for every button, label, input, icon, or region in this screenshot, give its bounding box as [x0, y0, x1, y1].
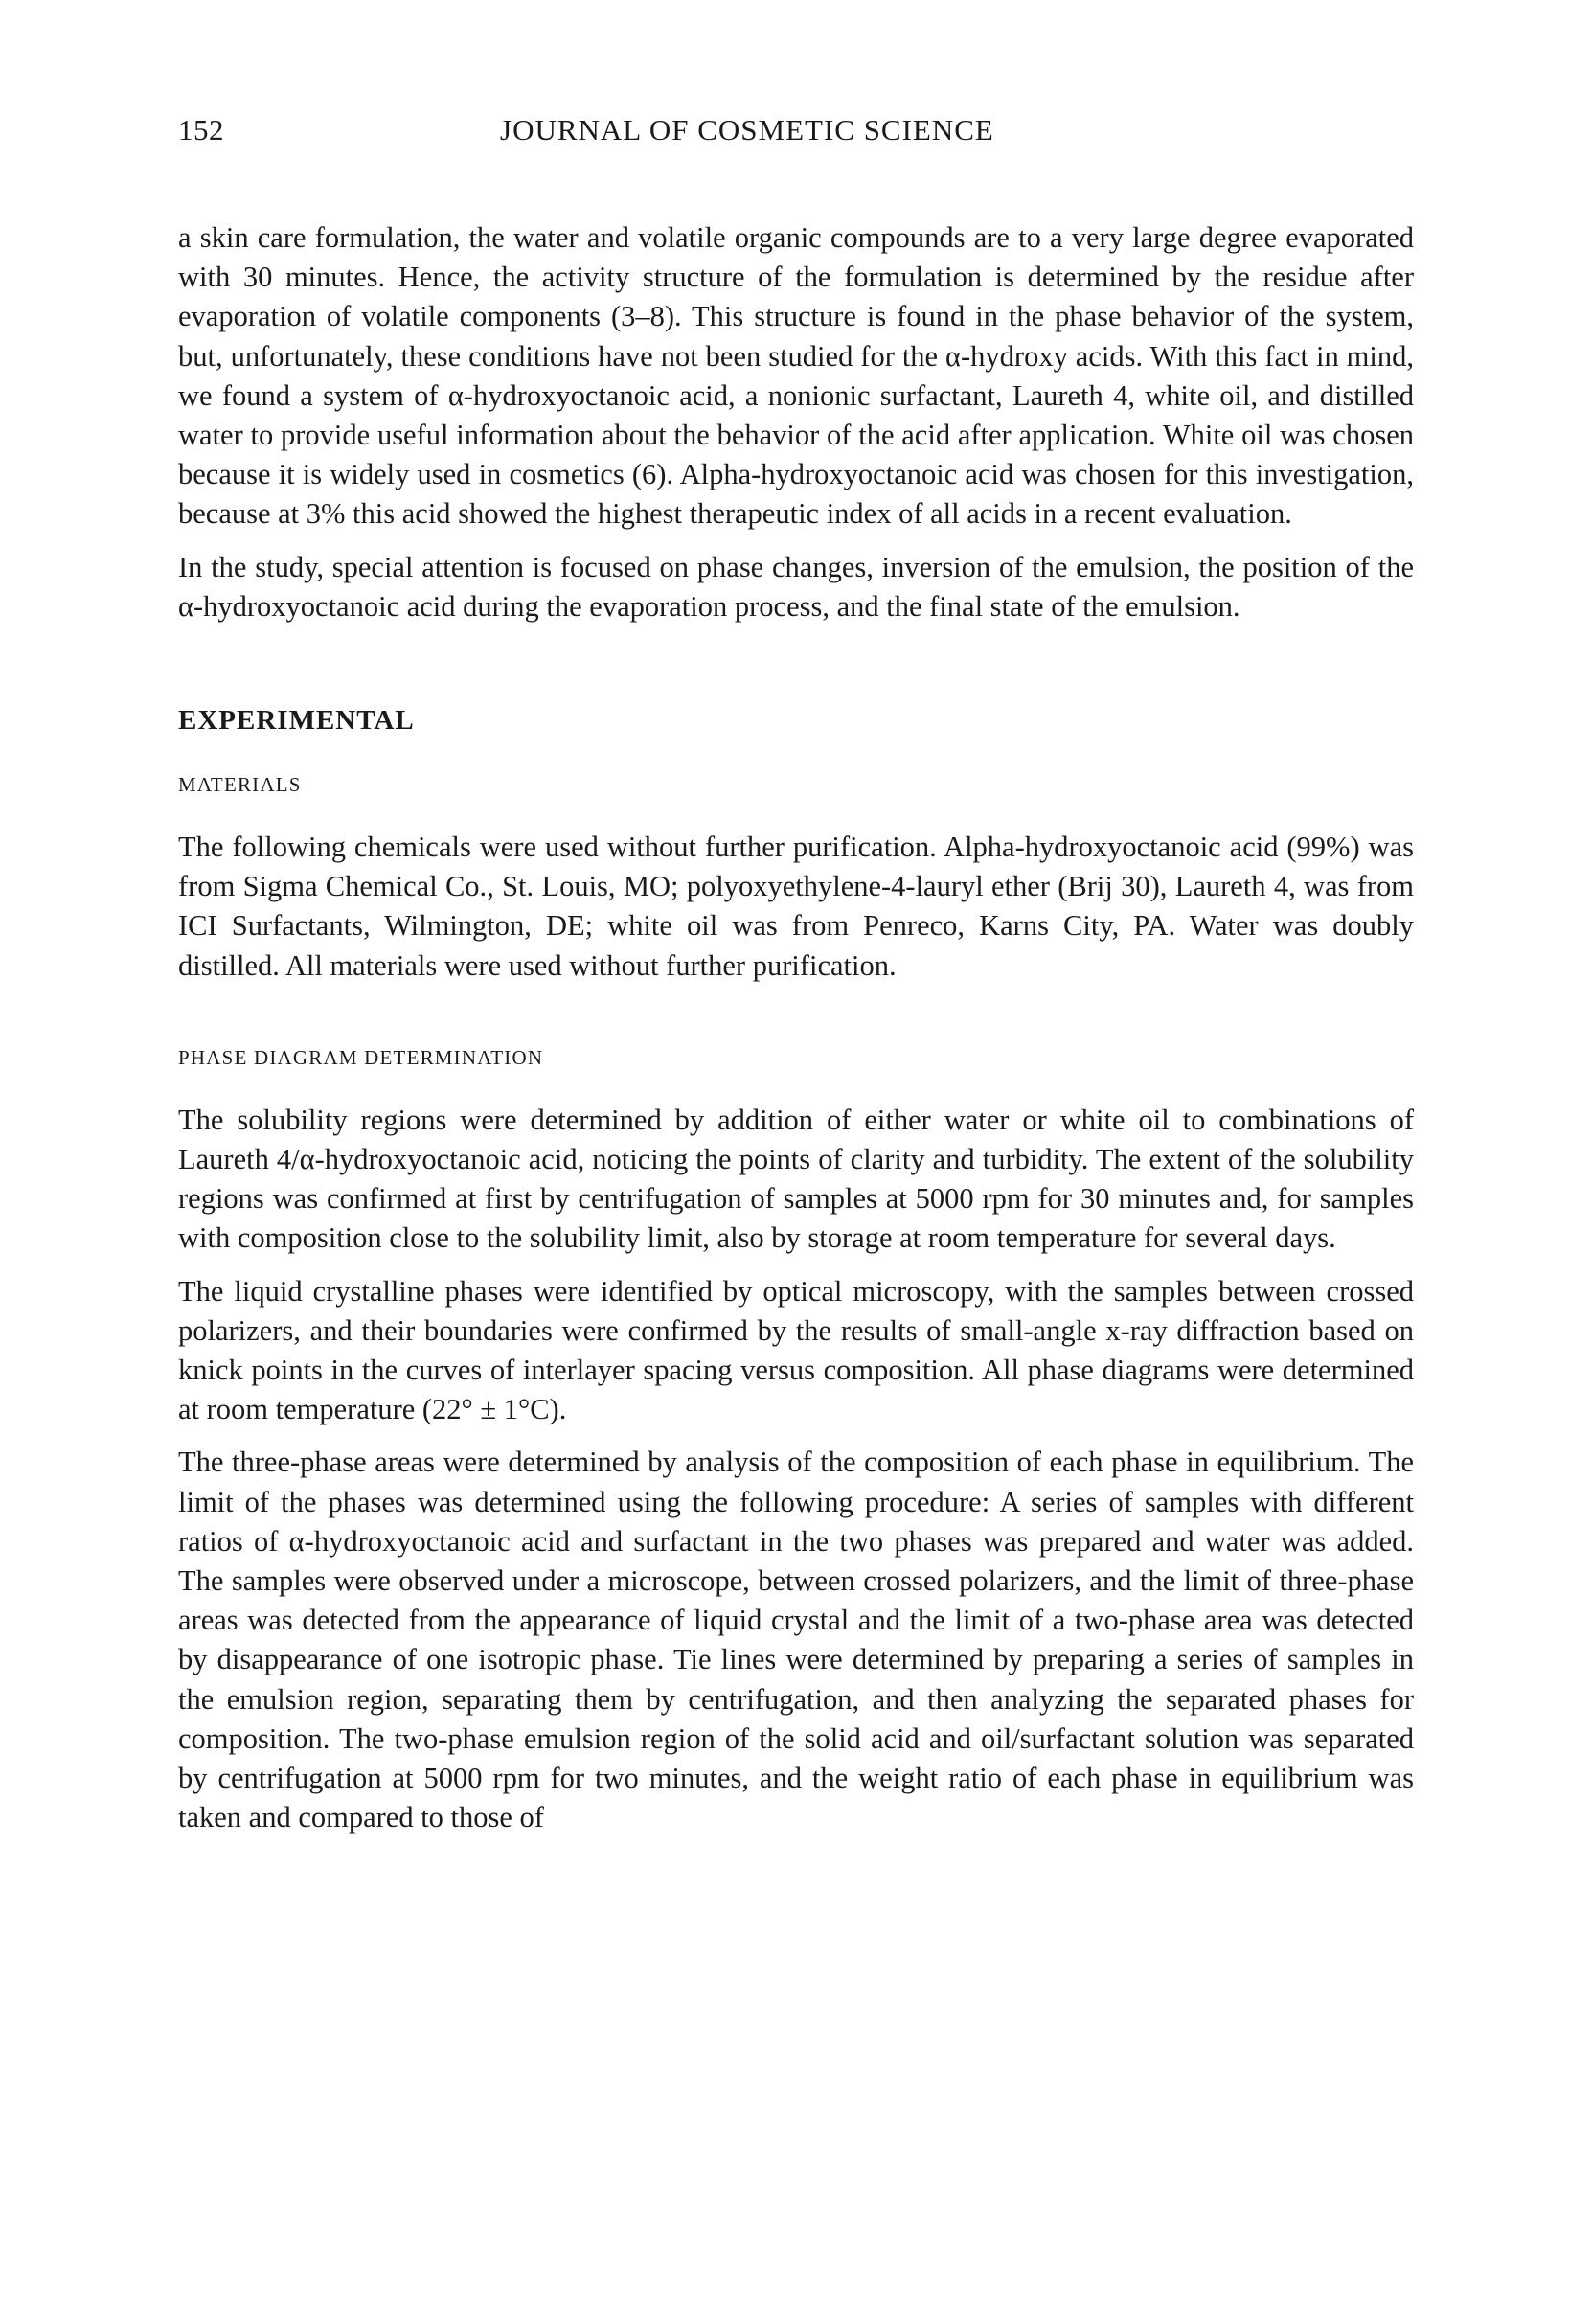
section-heading-experimental: EXPERIMENTAL [178, 705, 415, 737]
phase-diagram-paragraph-3: The three-phase areas were determined by analysis of the composition of each phase in equilibrium. The limit of the phases was determined using the following procedure: A series of samples with different ratios of α-hydroxyoctanoic acid and surfactant in the two phases was prepared and water was added. The samples were observed under a microscope, between crossed polarizers, and the limit of three-phase areas was detected from the appearance of liquid crystal and the limit of a two-phase area was detected by disappearance of one isotropic phase. Tie lines were determined by preparing a series of samples in the emulsion region, separating them by centrifugation, and then analyzing the separated phases for composition. The two-phase emulsion region of the solid acid and oil/surfactant solution was separated by centrifugation at 5000 rpm for two minutes, and the weight ratio of each phase in equilibrium was taken and compared to those of [178, 1446, 1414, 1834]
running-head [178, 113, 1414, 151]
subsection-heading-materials: MATERIALS [178, 773, 302, 797]
subsection-heading-phase-diagram: PHASE DIAGRAM DETERMINATION [178, 1045, 544, 1069]
intro-paragraph-1: a skin care formulation, the water and volatile organic compounds are to a very large degree evaporated with 30 minutes. Hence, the activity structure of the formulation is determined by the residue after evaporation of volatile components (3–8). This structure is found in the phase behavior of the system, but, unfortunately, these conditions have not been studied for the α-hydroxy acids. With this fact in mind, we found a system of α-hydroxyoctanoic acid, a nonionic surfactant, Laureth 4, white oil, and distilled water to provide useful information about the behavior of the acid after application. White oil was chosen because it is widely used in cosmetics (6). Alpha-hydroxyoctanoic acid was chosen for this investigation, because at 3% this acid showed the highest therapeutic index of all acids in a recent evaluation. [178, 221, 1414, 531]
journal-title: JOURNAL OF COSMETIC SCIENCE [500, 113, 994, 147]
phase-diagram-paragraph-1: The solubility regions were determined by addition of either water or white oil to combinations of Laureth 4/α-hydroxyoctanoic acid, noticing the points of clarity and turbidity. The extent of the solubility regions was confirmed at first by centrifugation of samples at 5000 rpm for 30 minutes and, for samples with composition close to the solubility limit, also by storage at room temperature for several days. [178, 1103, 1414, 1255]
intro-paragraph-2: In the study, special attention is focused on phase changes, inversion of the emulsion, the position of the α-hydroxyoctanoic acid during the evaporation process, and the final state of the emulsion. [178, 550, 1414, 623]
phase-diagram-paragraph-2: The liquid crystalline phases were identified by optical microscopy, with the samples between crossed polarizers, and their boundaries were confirmed by the results of small-angle x-ray diffraction based on knick points in the curves of interlayer spacing versus composition. All phase diagrams were determined at room temperature (22° ± 1°C). [178, 1274, 1414, 1426]
materials-paragraph-1: The following chemicals were used without further purification. Alpha-hydroxyoctanoic acid (99%) was from Sigma Chemical Co., St. Louis, MO; polyoxyethylene-4-lauryl ether (Brij 30), Laureth 4, was from ICI Surfactants, Wilmington, DE; white oil was from Penreco, Karns City, PA. Water was doubly distilled. All materials were used without further purification. [178, 831, 1414, 982]
page-number: 152 [178, 113, 224, 147]
article-body [178, 218, 1414, 1852]
